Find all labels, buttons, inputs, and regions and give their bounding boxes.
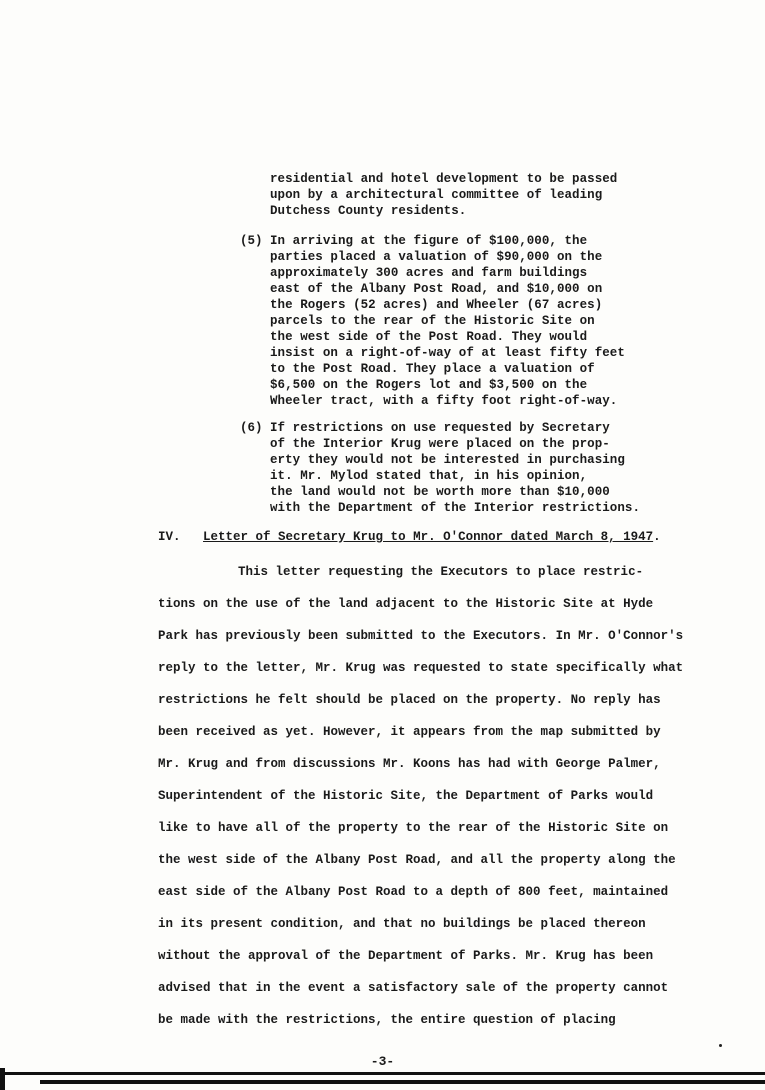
body-line-7: Mr. Krug and from discussions Mr. Koons has had with George Palmer, bbox=[158, 757, 661, 771]
body-line-4: reply to the letter, Mr. Krug was requested to state specifically what bbox=[158, 661, 684, 675]
body-line-9: like to have all of the property to the rear of the Historic Site on bbox=[158, 821, 669, 835]
body-line-13: without the approval of the Department of Parks. Mr. Krug has been bbox=[158, 949, 654, 963]
item-5-line-7: the west side of the Post Road. They would bbox=[270, 330, 588, 344]
top-paragraph-line-2: upon by a architectural committee of leading bbox=[270, 188, 603, 202]
item-6-line-6: with the Department of the Interior restrictions. bbox=[270, 501, 641, 515]
scan-speck bbox=[719, 1044, 722, 1047]
bottom-scan-rule bbox=[0, 1072, 765, 1075]
top-paragraph-line-1: residential and hotel development to be passed bbox=[270, 172, 618, 186]
left-edge-mark bbox=[0, 1068, 5, 1090]
item-5-line-9: to the Post Road. They place a valuation of bbox=[270, 362, 595, 376]
body-line-3: Park has previously been submitted to the Executors. In Mr. O'Connor's bbox=[158, 629, 684, 643]
body-line-1: This letter requesting the Executors to place restric- bbox=[238, 565, 644, 579]
section-iv-title: Letter of Secretary Krug to Mr. O'Connor dated March 8, 1947 bbox=[203, 530, 654, 544]
bottom-scan-rule-lower bbox=[40, 1080, 765, 1084]
body-line-8: Superintendent of the Historic Site, the Department of Parks would bbox=[158, 789, 654, 803]
body-line-6: been received as yet. However, it appears from the map submitted by bbox=[158, 725, 661, 739]
body-line-10: the west side of the Albany Post Road, and all the property along the bbox=[158, 853, 676, 867]
body-line-5: restrictions he felt should be placed on the property. No reply has bbox=[158, 693, 661, 707]
item-6-line-4: it. Mr. Mylod stated that, in his opinion, bbox=[270, 469, 588, 483]
body-line-15: be made with the restrictions, the entire question of placing bbox=[158, 1013, 616, 1027]
body-line-2: tions on the use of the land adjacent to the Historic Site at Hyde bbox=[158, 597, 654, 611]
item-5-line-4: east of the Albany Post Road, and $10,000 on bbox=[270, 282, 603, 296]
item-5-line-3: approximately 300 acres and farm buildings bbox=[270, 266, 588, 280]
item-6-line-1: If restrictions on use requested by Secretary bbox=[270, 421, 610, 435]
item-5-line-5: the Rogers (52 acres) and Wheeler (67 acres) bbox=[270, 298, 603, 312]
item-5-number: (5) bbox=[240, 234, 263, 248]
body-line-14: advised that in the event a satisfactory sale of the property cannot bbox=[158, 981, 669, 995]
item-6-line-5: the land would not be worth more than $10,000 bbox=[270, 485, 610, 499]
section-iv-numeral: IV. bbox=[158, 530, 181, 544]
page-number: -3- bbox=[370, 1054, 395, 1069]
item-5-line-8: insist on a right-of-way of at least fifty feet bbox=[270, 346, 625, 360]
body-line-12: in its present condition, and that no buildings be placed thereon bbox=[158, 917, 646, 931]
item-5-line-11: Wheeler tract, with a fifty foot right-of-way. bbox=[270, 394, 618, 408]
section-iv-heading bbox=[158, 530, 661, 544]
item-6-number: (6) bbox=[240, 421, 263, 435]
item-5-line-1: In arriving at the figure of $100,000, the bbox=[270, 234, 588, 248]
item-5-line-6: parcels to the rear of the Historic Site on bbox=[270, 314, 595, 328]
top-paragraph-line-3: Dutchess County residents. bbox=[270, 204, 467, 218]
item-5-line-2: parties placed a valuation of $90,000 on the bbox=[270, 250, 603, 264]
body-line-11: east side of the Albany Post Road to a depth of 800 feet, maintained bbox=[158, 885, 669, 899]
item-6-line-3: erty they would not be interested in purchasing bbox=[270, 453, 625, 467]
section-iv-period: . bbox=[653, 530, 661, 544]
item-6-line-2: of the Interior Krug were placed on the prop- bbox=[270, 437, 610, 451]
item-5-line-10: $6,500 on the Rogers lot and $3,500 on the bbox=[270, 378, 588, 392]
